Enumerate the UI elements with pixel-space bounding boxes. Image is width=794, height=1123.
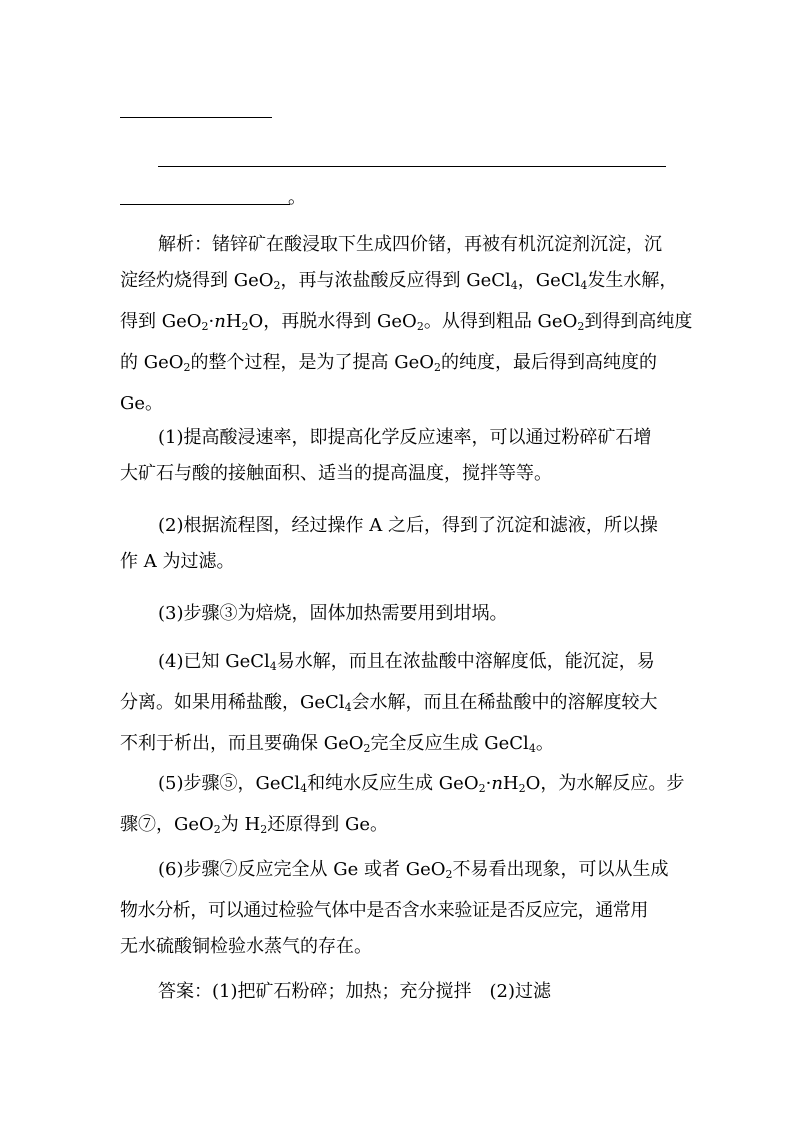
subscript: 4 [510,279,518,292]
q6-line-2: 物水分析，可以通过检验气体中是否含水来验证是否反应完，通常用 [120,900,648,921]
text-segment: 会水解，而且在稀盐酸中的溶解度较大 [351,692,658,713]
text-segment: H [225,311,242,332]
text-segment: 。从得到粗品 GeO [423,311,578,332]
text-segment: 易水解，而且在浓盐酸中溶解度低，能沉淀，易 [276,651,655,672]
text-segment: 淀经灼烧得到 GeO [120,270,274,291]
analysis-line-3 [120,304,693,345]
subscript: 2 [518,782,526,795]
subscript: 2 [201,320,209,333]
text-segment: ，GeCl [517,270,581,291]
q2-line-2: 作 A 为过滤。 [120,551,235,572]
text-segment: 的整个过程，是为了提高 GeO [190,352,435,373]
subscript: 2 [434,361,442,374]
text-segment: (5)步骤⑤，GeCl [158,773,301,794]
text-segment: 完全反应生成 GeCl [370,733,529,754]
analysis-line-2 [120,263,680,304]
q5-paragraph [120,766,685,848]
text-segment: O，再脱水得到 GeO [248,311,417,332]
text-segment: H [502,773,519,794]
q4-line-1 [120,644,680,685]
text-segment: 到得到高纯度 [584,311,693,332]
subscript: 4 [269,660,277,673]
answer-blank-line-3 [120,204,290,205]
text-segment: 得到 GeO [120,311,202,332]
subscript: 4 [580,279,588,292]
q2-line-1: (2)根据流程图，经过操作 A 之后，得到了沉淀和滤液，所以操 [158,515,658,536]
text-segment: 和纯水反应生成 GeO [307,773,479,794]
q4-line-3 [120,726,680,767]
q1-paragraph [120,420,680,492]
analysis-line-4 [120,345,680,386]
text-segment: · [208,311,215,332]
q1-line-1: (1)提高酸浸速率，即提高化学反应速率，可以通过粉碎矿石增 [158,427,652,448]
q6-line-3: 无水硫酸铜检验水蒸气的存在。 [120,936,372,957]
blank-period: 。 [288,187,306,208]
q3-paragraph [120,596,680,632]
text-segment: 分离。如果用稀盐酸，GeCl [120,692,345,713]
subscript: 2 [213,823,221,836]
q4-paragraph [120,644,680,767]
subscript: 2 [445,868,453,881]
text-segment: 的 GeO [120,352,184,373]
answer-blank-line-1 [120,117,272,118]
subscript: 2 [260,823,268,836]
text-segment: 还原得到 Ge。 [267,814,388,835]
text-segment: 不利于析出，而且要确保 GeO [120,733,364,754]
subscript: 2 [241,320,249,333]
text-segment: 。 [535,733,554,754]
text-segment: 骤⑦，GeO [120,814,214,835]
subscript: 4 [528,742,536,755]
italic-variable: n [214,311,226,332]
subscript: 2 [478,782,486,795]
text-segment: 不易看出现象，可以从生成 [452,859,669,880]
answer-line-1: 答案：(1)把矿石粉碎；加热；充分搅拌 (2)过滤 [158,981,551,1002]
text-segment: ，再与浓盐酸反应得到 GeCl [280,270,511,291]
text-segment: 为 H [220,814,261,835]
q3-line-1: (3)步骤③为焙烧，固体加热需要用到坩埚。 [158,603,508,624]
answer-paragraph [120,974,680,1010]
q4-line-2 [120,685,680,726]
q5-line-1 [120,766,685,807]
subscript: 4 [344,701,352,714]
subscript: 2 [363,742,371,755]
subscript: 2 [577,320,585,333]
text-segment: (6)步骤⑦反应完全从 Ge 或者 GeO [158,859,446,880]
subscript: 4 [300,782,308,795]
text-segment: O，为水解反应。步 [525,773,685,794]
answer-blank-line-2 [158,166,666,167]
q6-line-1 [120,852,680,893]
italic-variable: n [491,773,503,794]
analysis-line-5: Ge。 [120,393,164,414]
text-segment: 发生水解， [587,270,678,291]
q1-line-2: 大矿石与酸的接触面积、适当的提高温度，搅拌等等。 [120,463,552,484]
subscript: 2 [183,361,191,374]
text-segment: · [485,773,492,794]
q6-paragraph [120,852,680,965]
subscript: 2 [273,279,281,292]
subscript: 2 [416,320,424,333]
text-segment: (4)已知 GeCl [158,651,270,672]
q5-line-2 [120,807,680,848]
q2-paragraph [120,508,680,580]
analysis-paragraph [120,227,693,422]
analysis-line-1: 解析：锗锌矿在酸浸取下生成四价锗，再被有机沉淀剂沉淀，沉 [158,234,662,255]
text-segment: 的纯度，最后得到高纯度的 [441,352,658,373]
